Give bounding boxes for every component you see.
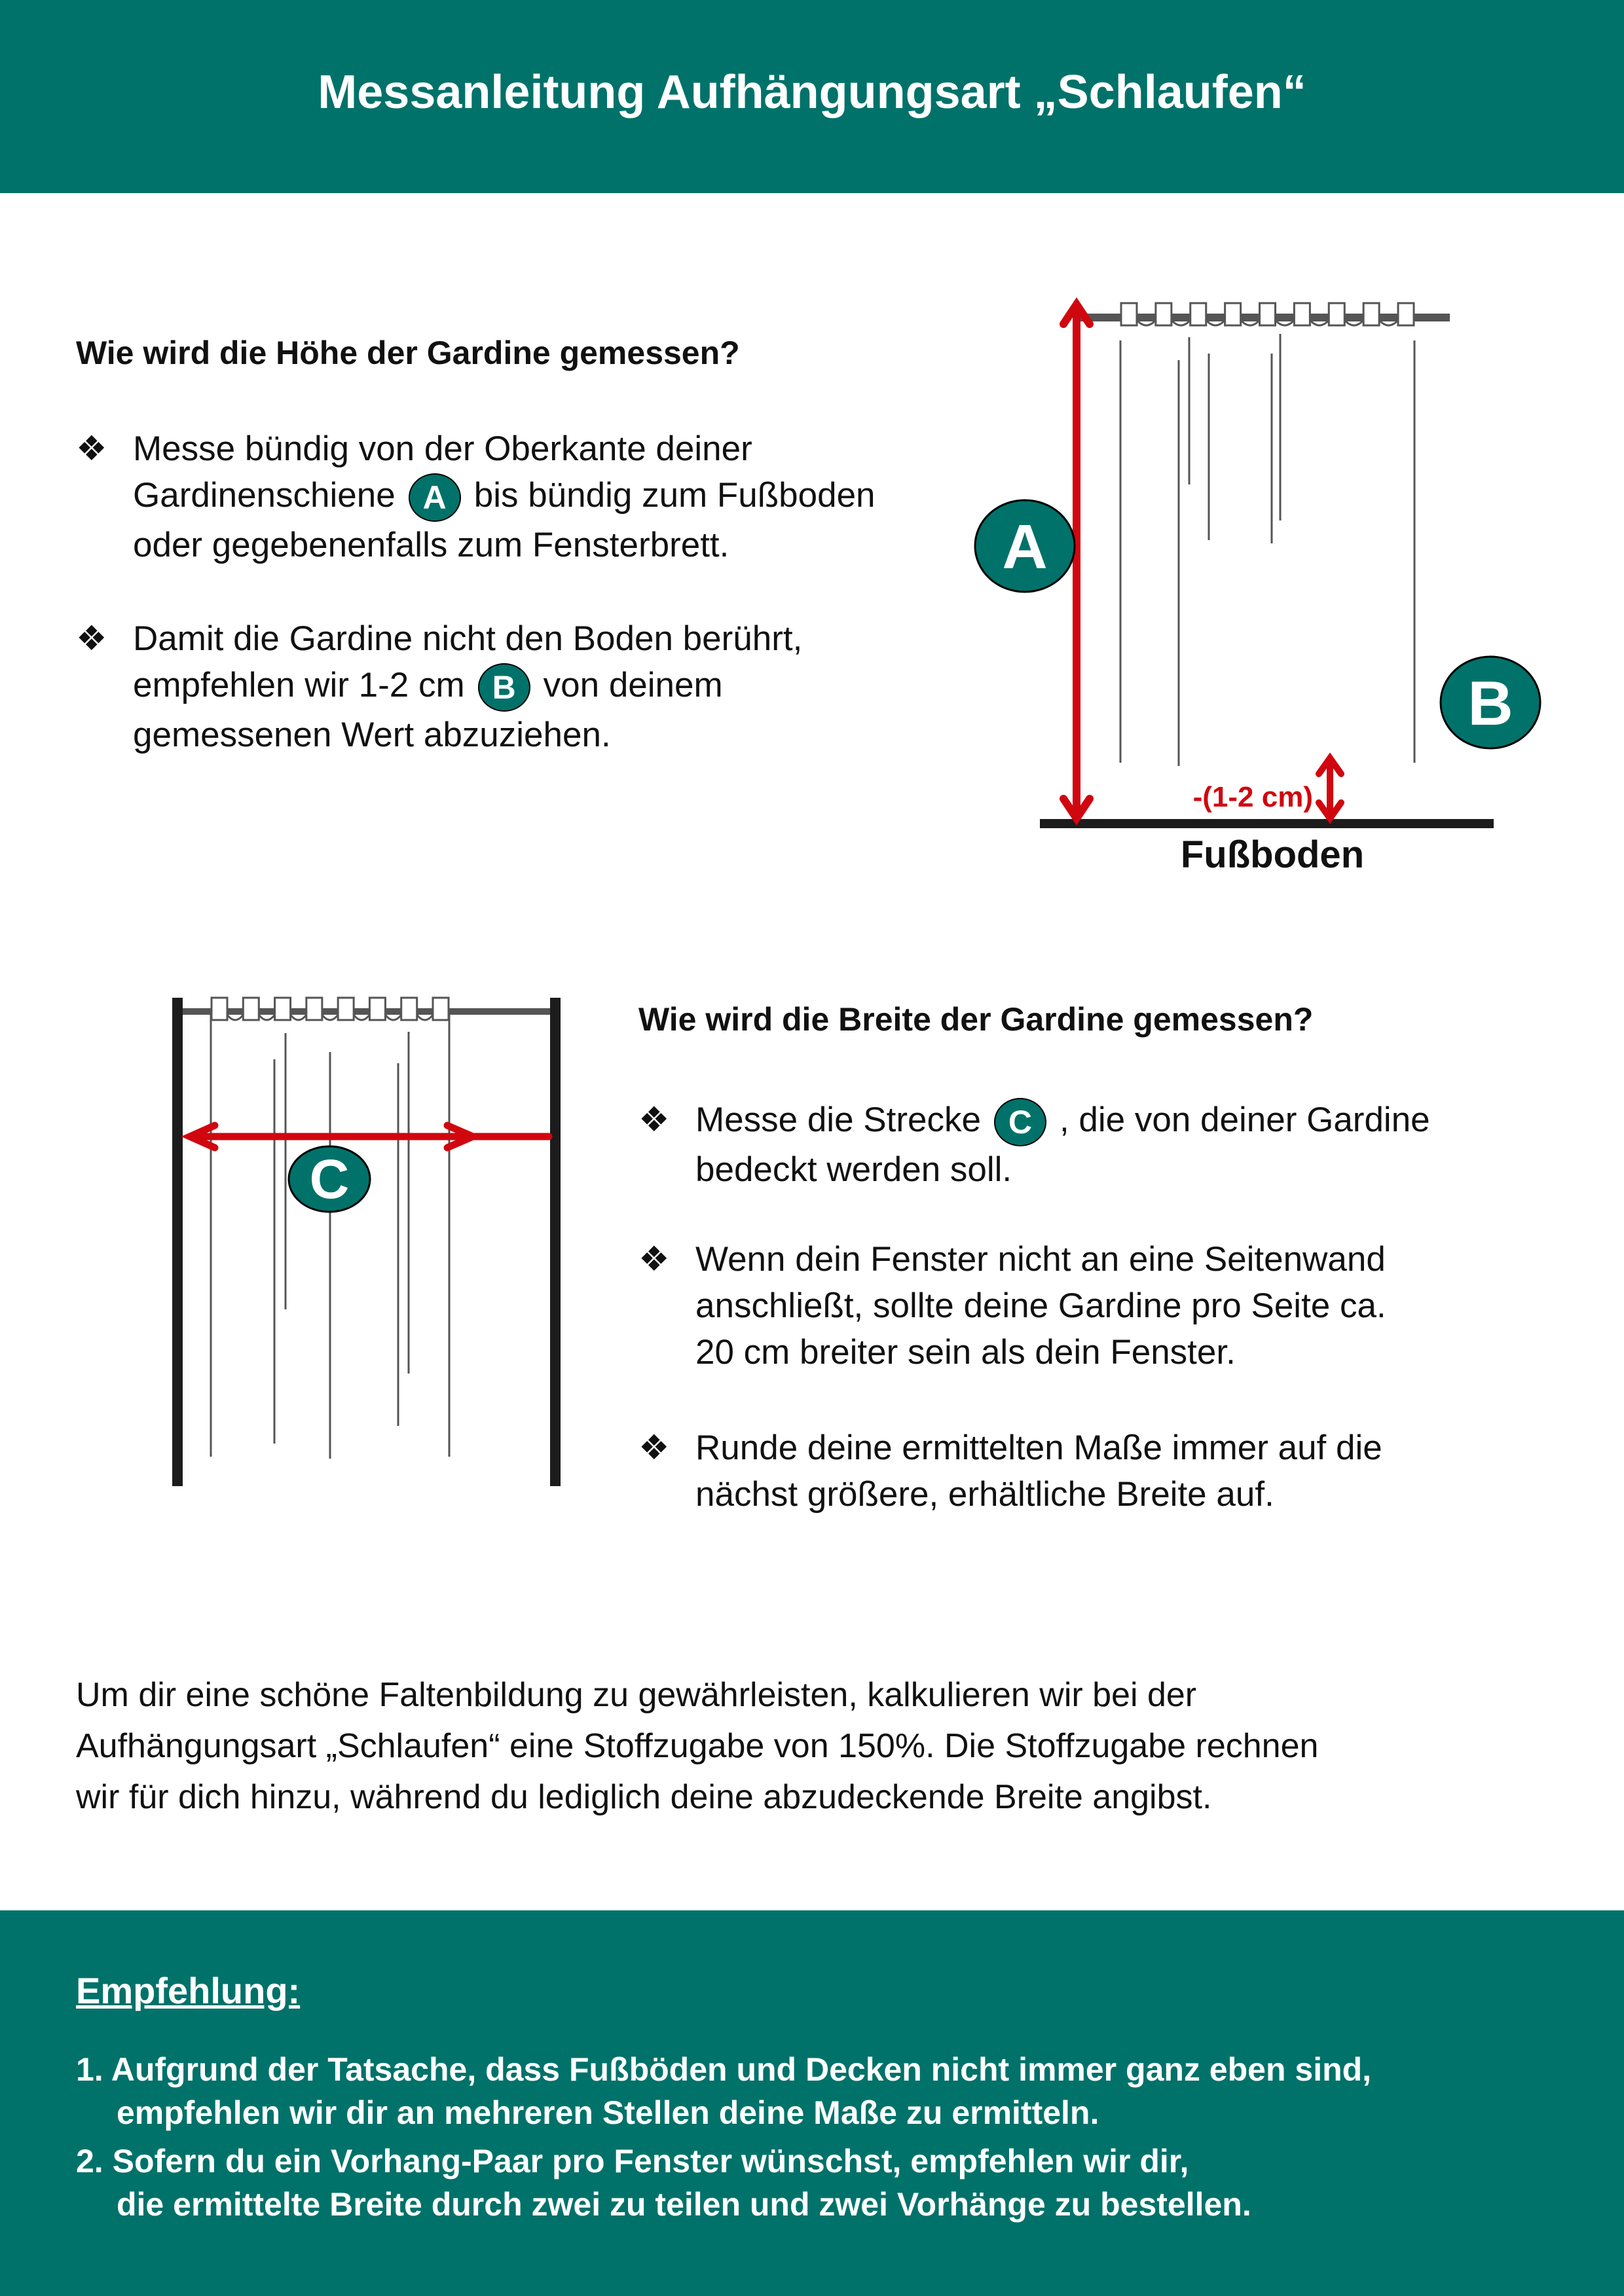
bullet-line: Damit die Gardine nicht den Boden berührt, bbox=[133, 619, 803, 658]
badge-b-icon: B bbox=[478, 663, 530, 712]
curtain-loop bbox=[1121, 303, 1137, 325]
height-heading: Wie wird die Höhe der Gardine gemessen? bbox=[76, 335, 740, 371]
curtain-loop bbox=[369, 998, 385, 1020]
bullet-line: Wenn dein Fenster nicht an eine Seitenwand bbox=[695, 1240, 1386, 1279]
diamond-bullet-icon: ❖ bbox=[76, 619, 107, 658]
bullet-line: bedeckt werden soll. bbox=[695, 1150, 1012, 1189]
info-paragraph bbox=[76, 1669, 1318, 1823]
curtain-loop bbox=[338, 998, 354, 1020]
curtain-loops bbox=[1121, 303, 1414, 325]
width-arrow bbox=[190, 1125, 549, 1148]
recommendation-item: die ermittelte Breite durch zwei zu teilen und zwei Vorhänge zu bestellen. bbox=[117, 2186, 1251, 2223]
curtain-loop bbox=[1156, 303, 1172, 325]
bullet-line: Runde deine ermittelten Maße immer auf die bbox=[695, 1429, 1382, 1467]
curtain-scallop bbox=[322, 1015, 338, 1020]
curtain-loop bbox=[1190, 303, 1206, 325]
page-title: Messanleitung Aufhängungsart „Schlaufen“ bbox=[318, 66, 1306, 118]
curtain-loop bbox=[275, 998, 291, 1020]
width-bullet-2 bbox=[638, 1236, 1555, 1380]
curtain-scallop bbox=[259, 1015, 274, 1020]
curtain-loop bbox=[212, 998, 227, 1020]
width-heading: Wie wird die Breite der Gardine gemessen? bbox=[638, 1001, 1314, 1038]
paragraph-line: Um dir eine schöne Faltenbildung zu gewährleisten, kalkulieren wir bei der bbox=[76, 1676, 1197, 1714]
bullet-line: oder gegebenenfalls zum Fensterbrett. bbox=[133, 526, 729, 564]
curtain-loop bbox=[1398, 303, 1414, 325]
curtain-loop bbox=[1363, 303, 1379, 325]
bullet-line: nächst größere, erhältliche Breite auf. bbox=[695, 1475, 1274, 1514]
recommendation-heading: Empfehlung: bbox=[76, 1970, 301, 2011]
bullet-line: anschließt, sollte deine Gardine pro Seite ca. bbox=[695, 1286, 1386, 1325]
bullet-line: Messe die Strecke C , die von deiner Gardine bbox=[695, 1097, 1430, 1146]
paragraph-line: Aufhängungsart „Schlaufen“ eine Stoffzugabe von 150%. Die Stoffzugabe rechnen bbox=[76, 1727, 1319, 1765]
curtain-scallop bbox=[385, 1015, 401, 1020]
width-bullet-3 bbox=[638, 1425, 1555, 1523]
bullet-line: gemessenen Wert abzuziehen. bbox=[133, 716, 611, 754]
curtain-loop bbox=[306, 998, 322, 1020]
recommendation-list bbox=[76, 2048, 1371, 2231]
height-diagram bbox=[975, 303, 1540, 876]
width-diagram bbox=[172, 998, 561, 1486]
label-a: A bbox=[1002, 512, 1048, 582]
curtain-loop bbox=[433, 998, 449, 1020]
label-c: C bbox=[309, 1148, 350, 1210]
recommendation-item: empfehlen wir dir an mehreren Stellen deine Maße zu ermitteln. bbox=[117, 2094, 1099, 2131]
curtain-scallop bbox=[354, 1015, 369, 1020]
left-wall bbox=[172, 998, 183, 1486]
diamond-bullet-icon: ❖ bbox=[638, 1240, 670, 1279]
right-wall bbox=[550, 998, 561, 1486]
diamond-bullet-icon: ❖ bbox=[638, 1429, 670, 1467]
bullet-line: Messe bündig von der Oberkante deiner bbox=[133, 429, 752, 468]
diamond-bullet-icon: ❖ bbox=[638, 1101, 670, 1139]
recommendation-item: 2. Sofern du ein Vorhang-Paar pro Fenster wünschst, empfehlen wir dir, bbox=[76, 2143, 1189, 2179]
recommendation-footer bbox=[0, 1910, 1624, 2296]
curtain-loop bbox=[243, 998, 259, 1020]
diamond-bullet-icon: ❖ bbox=[76, 429, 107, 468]
curtain-scallop bbox=[227, 1015, 243, 1020]
bullet-line: 20 cm breiter sein als dein Fenster. bbox=[695, 1333, 1236, 1372]
curtain-loop bbox=[1294, 303, 1310, 325]
curtain-loop bbox=[1225, 303, 1241, 325]
label-b: B bbox=[1467, 668, 1513, 738]
bullet-line: Gardinenschiene A bis bündig zum Fußboden bbox=[133, 472, 876, 522]
curtain-scallop bbox=[291, 1015, 306, 1020]
badge-a-icon: A bbox=[409, 473, 461, 522]
curtain-loop bbox=[401, 998, 417, 1020]
curtain-folds bbox=[1120, 334, 1414, 766]
badge-c-icon: C bbox=[994, 1098, 1046, 1146]
width-bullet-1 bbox=[638, 1097, 1555, 1195]
curtain-loop bbox=[1329, 303, 1344, 325]
offset-arrow bbox=[1319, 758, 1341, 818]
curtain-folds bbox=[211, 1013, 449, 1459]
curtain-scallop bbox=[417, 1015, 433, 1020]
paragraph-line: wir für dich hinzu, während du lediglich deine abzudeckende Breite angibst. bbox=[76, 1778, 1212, 1816]
floor-label: Fußboden bbox=[1180, 833, 1365, 876]
recommendation-item: 1. Aufgrund der Tatsache, dass Fußböden und Decken nicht immer ganz eben sind, bbox=[76, 2051, 1372, 2088]
floor-line bbox=[1040, 819, 1494, 828]
bullet-line: empfehlen wir 1-2 cm B von deinem bbox=[133, 662, 802, 712]
offset-label: -(1-2 cm) bbox=[1192, 781, 1313, 813]
curtain-loop bbox=[1260, 303, 1276, 325]
